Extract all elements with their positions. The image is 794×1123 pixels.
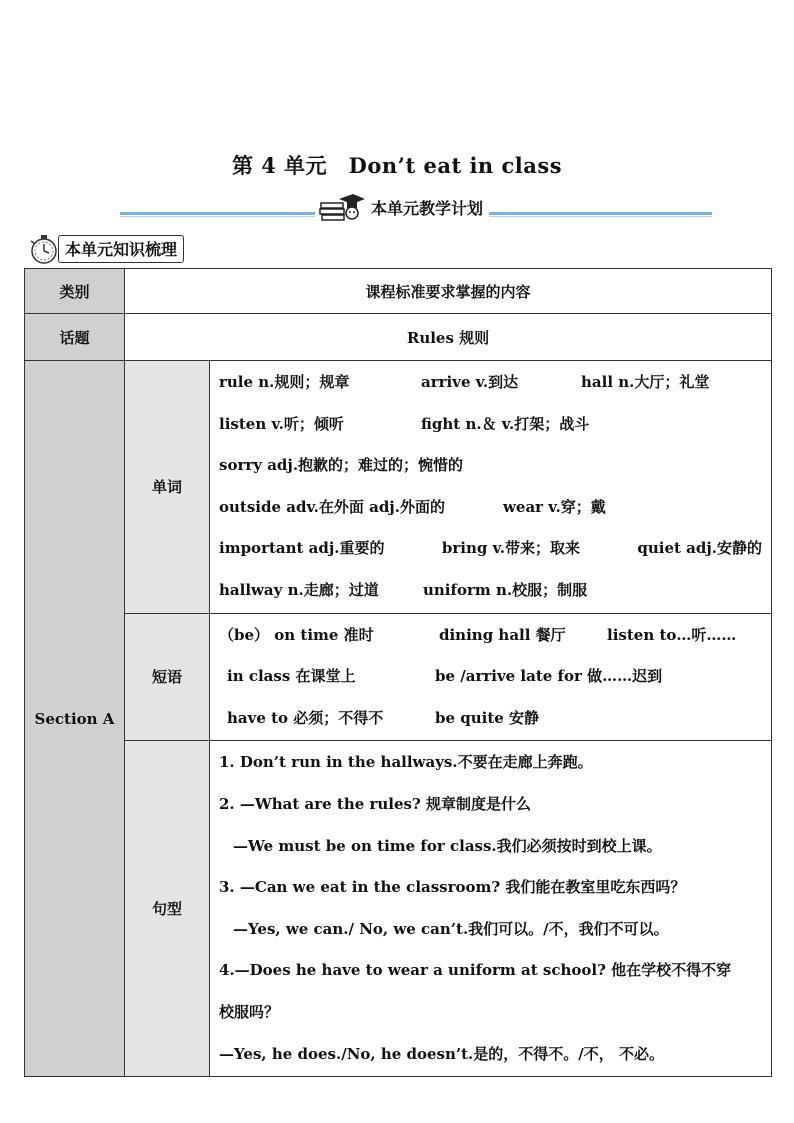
topic-label: 话题 — [25, 314, 125, 361]
knowledge-table — [24, 268, 772, 1077]
phrase-entry: listen to…听…… — [607, 625, 737, 644]
page-title: 第 4 单元 Don’t eat in class — [231, 153, 563, 178]
word-entry: quiet adj.安静的 — [637, 539, 763, 558]
phrase-entry: （be） on time 准时 — [219, 625, 374, 644]
phrases-cell — [210, 613, 772, 741]
table-header-row — [25, 269, 772, 314]
plan-badge — [315, 192, 489, 222]
phrase-entry: be quite 安静 — [435, 708, 540, 727]
plan-banner — [120, 192, 712, 222]
word-entry: sorry adj.抱歉的；难过的；惋惜的 — [219, 456, 464, 475]
sentence-line: —Yes, we can./ No, we can’t.我们可以。/不，我们不可以。 — [233, 919, 669, 938]
sentences-row — [25, 741, 772, 1077]
word-line — [211, 445, 770, 487]
word-entry: wear v.穿；戴 — [503, 497, 606, 516]
phrase-line — [211, 615, 770, 657]
sentence-line: 1. Don’t run in the hallways.不要在走廊上奔跑。 — [219, 753, 593, 772]
topic-value: Rules 规则 — [125, 314, 772, 361]
sentence-line: 4.—Does he have to wear a uniform at school? 他在学校不得不穿 — [219, 961, 732, 980]
word-entry: arrive v.到达 — [421, 373, 519, 391]
word-line — [211, 528, 770, 570]
word-line — [211, 404, 770, 446]
stopwatch-icon — [28, 233, 62, 265]
content-header: 课程标准要求掌握的内容 — [125, 269, 772, 314]
phrase-entry: be /arrive late for 做……迟到 — [435, 667, 663, 686]
sentences-label: 句型 — [125, 741, 210, 1077]
word-entry: outside adv.在外面 adj.外面的 — [219, 497, 445, 516]
plan-title: 本单元教学计划 — [371, 198, 484, 218]
words-row — [25, 361, 772, 614]
knowledge-title: 本单元知识梳理 — [58, 235, 184, 263]
word-entry: important adj.重要的 — [219, 539, 385, 558]
graduation-cap-books-icon — [319, 193, 365, 221]
sentences-cell — [210, 741, 772, 1077]
phrase-line — [211, 656, 770, 698]
word-entry: hallway n.走廊；过道 — [219, 580, 379, 599]
sentence-line: —We must be on time for class.我们必须按时到校上课。 — [233, 836, 662, 855]
sentence-line: 2. —What are the rules? 规章制度是什么 — [219, 794, 531, 813]
phrase-entry: in class 在课堂上 — [227, 667, 356, 686]
word-line — [211, 362, 770, 404]
words-cell — [210, 361, 772, 614]
sentence-line: 校服吗？ — [219, 1002, 280, 1021]
sentence-line: 3. —Can we eat in the classroom? 我们能在教室里吃东西吗？ — [219, 878, 686, 897]
words-label: 单词 — [125, 361, 210, 614]
sentence-line: —Yes, he does./No, he doesn’t.是的，不得不。/不， 不必。 — [219, 1044, 664, 1063]
word-entry: uniform n.校服；制服 — [423, 580, 588, 599]
topic-row — [25, 314, 772, 361]
section-label: Section A — [25, 361, 125, 1077]
word-entry: listen v.听；倾听 — [219, 414, 344, 433]
category-header: 类别 — [25, 269, 125, 314]
phrase-entry: dining hall 餐厅 — [439, 625, 566, 644]
word-entry: bring v.带来；取来 — [441, 539, 581, 558]
phrase-line — [211, 698, 770, 740]
word-line — [211, 570, 770, 612]
word-entry: fight n.＆ v.打架；战斗 — [421, 414, 590, 433]
word-entry: rule n.规则；规章 — [219, 373, 350, 391]
knowledge-tag — [28, 234, 184, 264]
phrases-label: 短语 — [125, 613, 210, 741]
word-entry: hall n.大厅；礼堂 — [581, 373, 710, 391]
phrases-row — [25, 613, 772, 741]
word-line — [211, 487, 770, 529]
phrase-entry: have to 必须；不得不 — [227, 708, 384, 727]
